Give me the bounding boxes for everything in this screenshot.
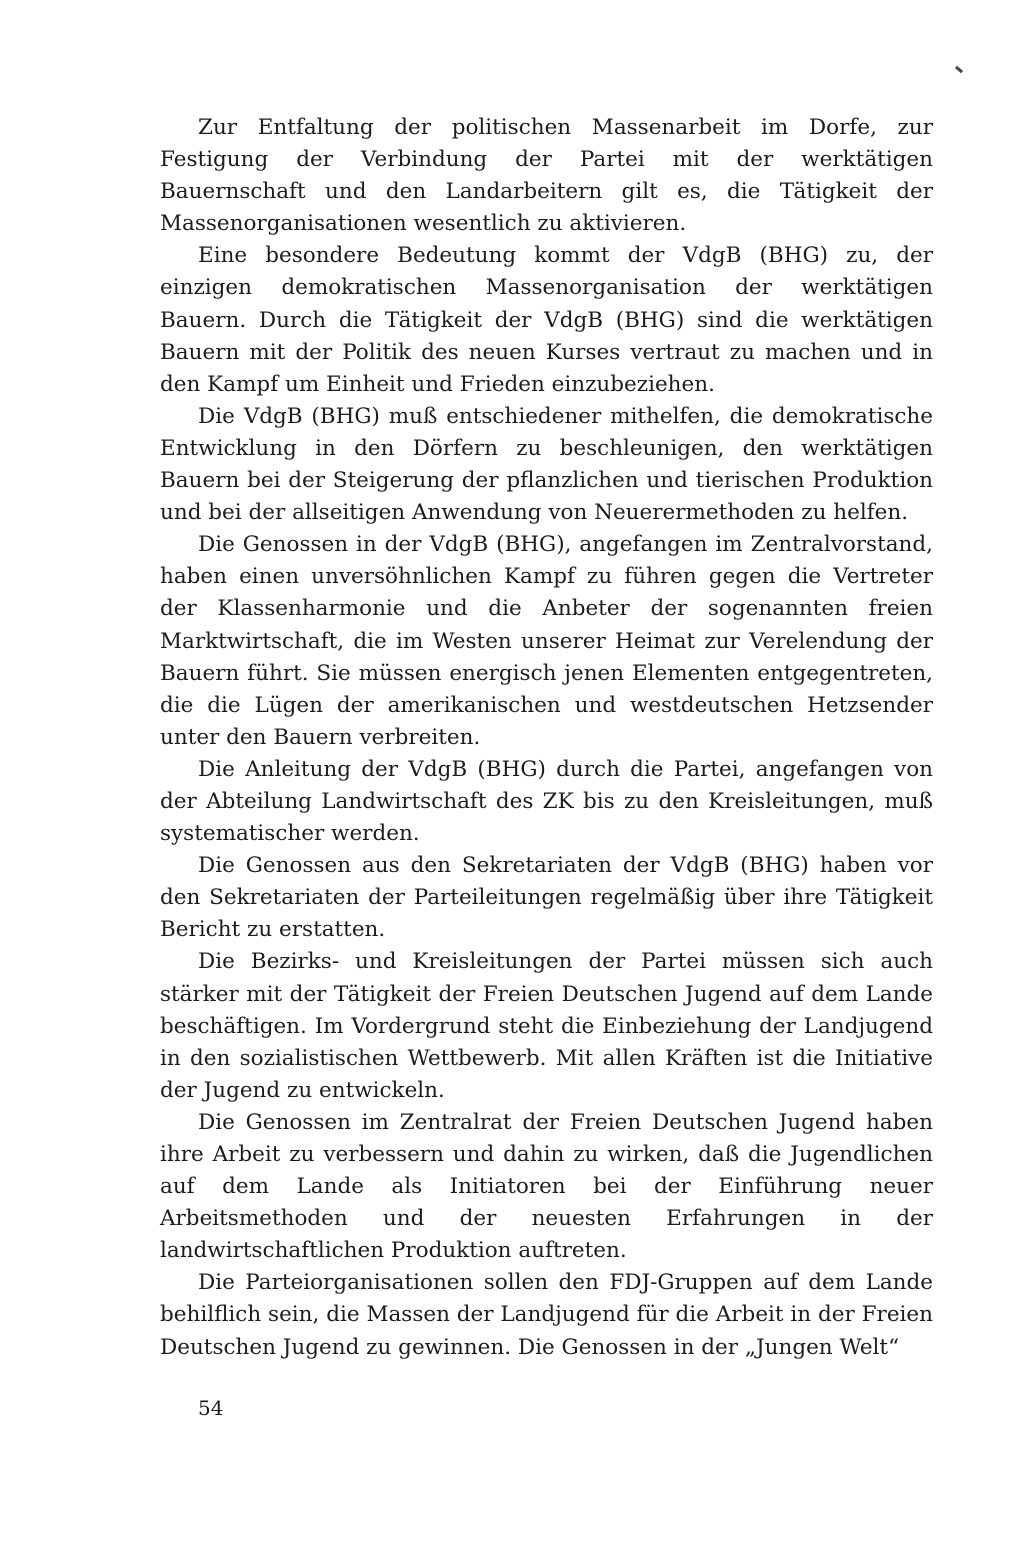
paragraph-4: Die Genossen in der VdgB (BHG), angefangen im Zentralvorstand, haben einen unversöhnlichen Kampf zu führen gegen die Vertreter der Klassenharmonie und die Anbeter der sogenannten freien Marktwirtschaft, die im Westen unserer Heimat zur Verelendung der Bauern führt. Sie müssen energisch jenen Elementen entgegentreten, die die Lügen der amerikanischen und westdeutschen Hetzsender unter den Bauern verbreiten. — [160, 532, 933, 750]
body-text — [160, 112, 933, 1364]
scan-mark — [955, 66, 963, 73]
paragraph-8: Die Genossen im Zentralrat der Freien Deutschen Jugend haben ihre Arbeit zu verbessern und dahin zu wirken, daß die Jugendlichen auf dem Lande als Initiatoren bei der Einführung neuer Arbeitsmethoden und der neuesten Erfahrungen in der landwirtschaftlichen Produktion auftreten. — [160, 1109, 933, 1264]
paragraph-9: Die Parteiorganisationen sollen den FDJ-Gruppen auf dem Lande behilflich sein, die Massen der Landjugend für die Arbeit in der Freien Deutschen Jugend zu gewinnen. Die Genossen in der „Jungen Welt“ — [160, 1270, 933, 1360]
page-number: 54 — [198, 1396, 224, 1420]
paragraph-3: Die VdgB (BHG) muß entschiedener mithelfen, die demokratische Entwicklung in den Dörfern zu beschleunigen, den werktätigen Bauern bei der Steigerung der pflanzlichen und tierischen Produktion und bei der allseitigen Anwendung von Neuerermethoden zu helfen. — [160, 403, 933, 526]
paragraph-2: Eine besondere Bedeutung kommt der VdgB (BHG) zu, der einzigen demokratischen Massenorganisation der werktätigen Bauern. Durch die Tätigkeit der VdgB (BHG) sind die werktätigen Bauern mit der Politik des neuen Kurses vertraut zu machen und in den Kampf um Einheit und Frieden einzubeziehen. — [160, 243, 933, 397]
paragraph-7: Die Bezirks- und Kreisleitungen der Partei müssen sich auch stärker mit der Tätigkeit der Freien Deutschen Jugend auf dem Lande beschäftigen. Im Vordergrund steht die Einbeziehung der Landjugend in den sozialistischen Wettbewerb. Mit allen Kräften ist die Initiative der Jugend zu entwickeln. — [160, 949, 933, 1103]
paragraph-5: Die Anleitung der VdgB (BHG) durch die Partei, angefangen von der Abteilung Landwirtschaft des ZK bis zu den Kreisleitungen, muß systematischer werden. — [160, 756, 933, 847]
paragraph-1: Zur Entfaltung der politischen Massenarbeit im Dorfe, zur Festigung der Verbindung der Partei mit der werktätigen Bauernschaft und den Landarbeitern gilt es, die Tätigkeit der Massenorganisationen wesentlich zu aktivieren. — [160, 115, 933, 237]
paragraph-6: Die Genossen aus den Sekretariaten der VdgB (BHG) haben vor den Sekretariaten der Parteileitungen regelmäßig über ihre Tätigkeit Bericht zu erstatten. — [160, 853, 933, 943]
